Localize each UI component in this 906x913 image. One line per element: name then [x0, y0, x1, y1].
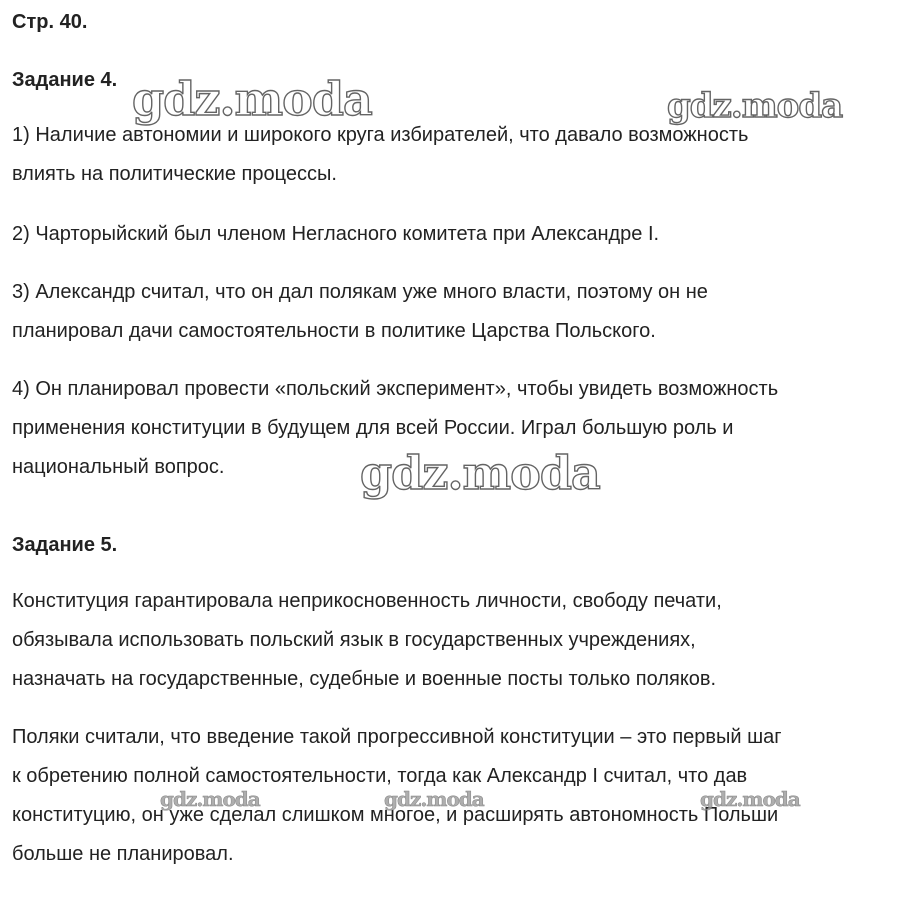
- watermark: gdz.moda: [132, 72, 372, 126]
- page-label: Стр. 40.: [12, 11, 88, 33]
- task-4-answer-2: 2) Чарторыйский был членом Негласного комитета при Александре I.: [12, 223, 660, 245]
- task-5-paragraph-1: Конституция гарантировала неприкосновенность личности, свободу печати, обязывала использовать польский язык в государственных учреждениях, назначать на государственные, судебные и военные посты только поляков.: [12, 590, 722, 690]
- watermark: gdz.moda: [700, 787, 800, 811]
- task-4-answer-4: 4) Он планировал провести «польский эксперимент», чтобы увидеть возможность применения конституции в будущем для всей России. Играл большую роль и национальный вопрос.: [12, 378, 779, 478]
- watermark: gdz.moda: [160, 787, 260, 811]
- watermark: gdz.moda: [667, 86, 843, 126]
- task-5-heading: Задание 5.: [12, 534, 118, 556]
- watermark: gdz.moda: [384, 787, 484, 811]
- task-4-heading: Задание 4.: [12, 69, 118, 91]
- task-5-paragraph-2: Поляки считали, что введение такой прогрессивной конституции – это первый шаг к обретению полной самостоятельности, тогда как Александр I считал, что дав конституцию, он уже сделал слишком многое, и расширять автономность Польши больше не планировал.: [12, 726, 782, 865]
- task-4-answer-1: 1) Наличие автономии и широкого круга избирателей, что давало возможность влиять на политические процессы.: [12, 124, 749, 185]
- watermark: gdz.moda: [360, 446, 600, 500]
- task-4-answer-3: 3) Александр считал, что он дал полякам уже много власти, поэтому он не планировал дачи самостоятельности в политике Царства Польского.: [12, 281, 708, 342]
